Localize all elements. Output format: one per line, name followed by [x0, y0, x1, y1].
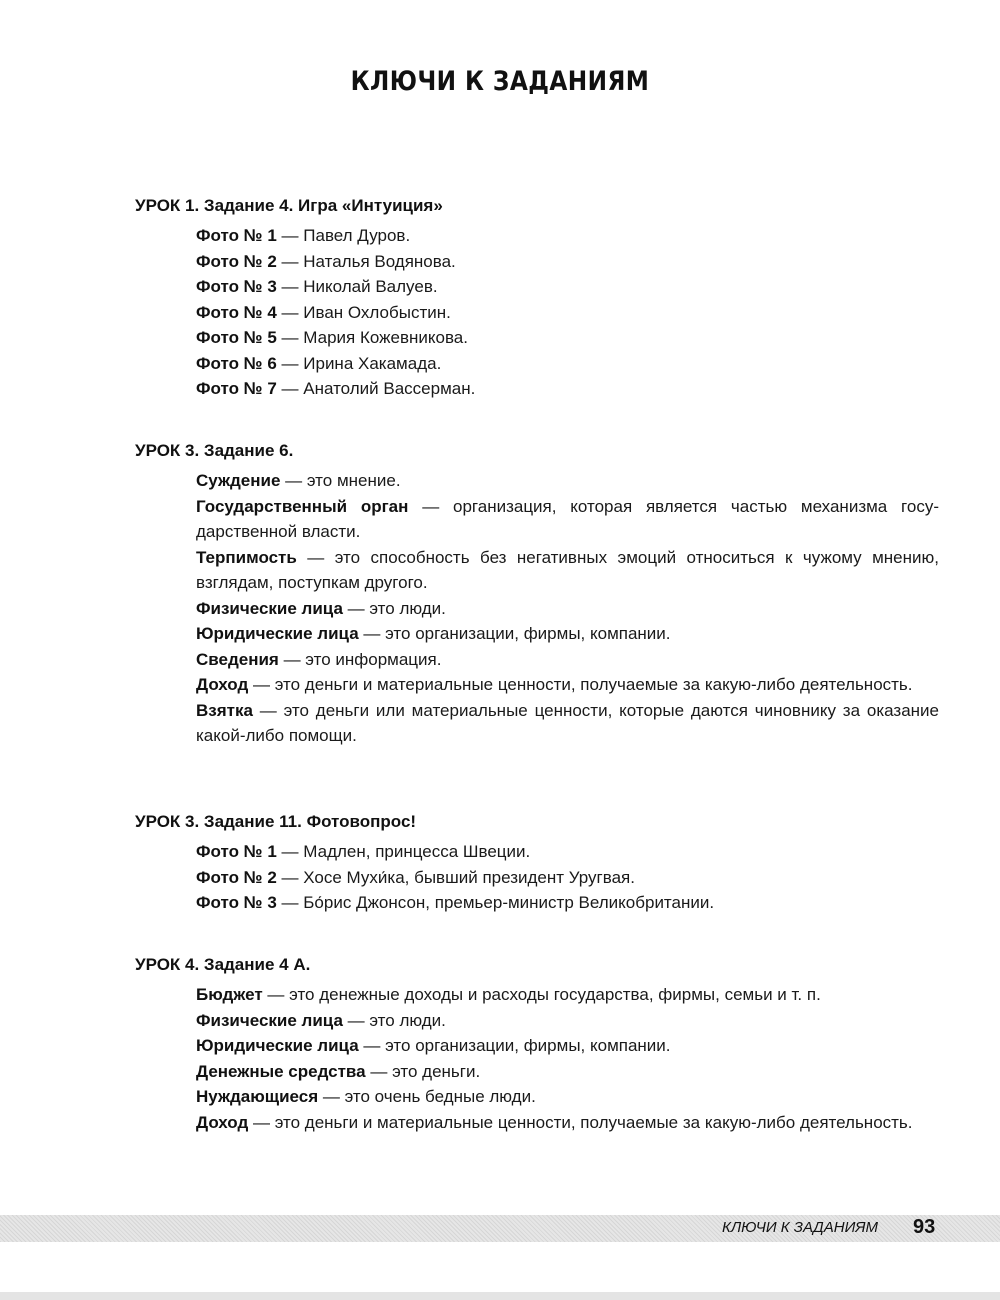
entry-text: это деньги и материальные ценности, получаемые за какую-либо деятельность.: [274, 1112, 913, 1132]
answer-entry: [196, 1008, 939, 1034]
entry-text: это очень бедные люди.: [344, 1087, 536, 1106]
entry-text: это деньги.: [392, 1061, 481, 1081]
entry-term: Фото № 5: [196, 328, 277, 347]
entry-separator: —: [276, 251, 304, 271]
entry-separator: —: [276, 867, 304, 887]
entry-separator: —: [276, 328, 304, 347]
answer-entry: [196, 325, 939, 351]
entry-separator: —: [276, 353, 304, 373]
entry-term: Юридические лица: [196, 1036, 359, 1055]
entry-text: Мария Кожевникова.: [303, 328, 468, 347]
entry-separator: —: [276, 379, 304, 398]
entry-term: Фото № 6: [196, 353, 277, 373]
entry-text: это люди.: [369, 598, 446, 618]
entry-term: Фото № 2: [196, 867, 277, 887]
answer-entry: [196, 890, 939, 916]
entry-term: Денежные средства: [196, 1061, 366, 1081]
entry-text: организация, которая является частью механизма государственной власти.: [196, 496, 940, 541]
section-lesson-1-task-4: [135, 193, 945, 402]
entry-term: Фото № 3: [196, 893, 277, 912]
entry-separator: —: [276, 842, 304, 861]
entry-text: это организации, фирмы, компании.: [385, 1036, 671, 1055]
entry-text: это деньги и материальные ценности, получаемые за какую-либо деятельность.: [274, 675, 913, 694]
entry-term: Доход: [196, 675, 249, 694]
entry-term: Фото № 7: [196, 379, 277, 398]
entry-term: Государственный орган: [196, 496, 409, 516]
section-lesson-3-task-11: [135, 809, 945, 916]
entry-separator: —: [248, 675, 275, 694]
entry-text: Наталья Водянова.: [303, 251, 456, 271]
answer-entry: [196, 1110, 939, 1136]
answer-entry: [196, 596, 939, 622]
answer-entry: [196, 1033, 939, 1059]
answer-entry: [196, 545, 939, 596]
entry-separator: —: [296, 547, 335, 567]
answer-entry: [196, 839, 939, 865]
entry-text: это денежные доходы и расходы государства, фирмы, семьи и т. п.: [289, 985, 821, 1004]
bottom-divider: [0, 1292, 1000, 1300]
answer-entry: [196, 249, 939, 275]
entry-term: Фото № 1: [196, 226, 277, 245]
entry-list: [135, 468, 945, 749]
section-heading: УРОК 3. Задание 11. Фотовопрос!: [135, 812, 417, 831]
answer-entry: [196, 647, 939, 673]
entry-separator: —: [358, 624, 386, 643]
section-lesson-3-task-6: [135, 438, 945, 749]
entry-separator: —: [276, 302, 304, 322]
entry-list: [135, 223, 945, 402]
entry-term: Доход: [196, 1112, 249, 1132]
entry-term: Сведения: [196, 649, 279, 669]
entry-separator: —: [318, 1087, 345, 1106]
entry-text: Бо́рис Джонсон, премьер-министр Великобритании.: [303, 893, 715, 912]
entry-text: это способность без негативных эмоций относиться к чужому мнению, взглядам, поступкам другого.: [196, 547, 939, 592]
entry-term: Фото № 4: [196, 302, 277, 322]
entry-separator: —: [280, 471, 307, 490]
entry-text: Павел Дуров.: [303, 226, 411, 245]
entry-separator: —: [342, 598, 370, 618]
entry-text: это мнение.: [306, 471, 401, 490]
answer-entry: [196, 223, 939, 249]
entry-separator: —: [252, 700, 284, 720]
entry-separator: —: [365, 1061, 393, 1081]
entry-text: это деньги или материальные ценности, которые даются чиновнику за оказание какой-либо помощи.: [196, 700, 939, 745]
entry-term: Физические лица: [196, 598, 343, 618]
page-number: 93: [913, 1216, 936, 1238]
answer-entry: [196, 1084, 939, 1110]
running-title: КЛЮЧИ К ЗАДАНИЯМ: [722, 1219, 879, 1236]
section-heading: УРОК 4. Задание 4 А.: [135, 955, 311, 974]
page-title: КЛЮЧИ К ЗАДАНИЯМ: [350, 66, 650, 97]
entry-text: Мадлен, принцесса Швеции.: [303, 842, 531, 861]
section-lesson-4-task-4a: [135, 952, 945, 1135]
entry-separator: —: [276, 893, 304, 912]
entry-separator: —: [262, 985, 290, 1004]
entry-separator: —: [342, 1010, 370, 1030]
entry-term: Суждение: [196, 471, 281, 490]
entry-text: это организации, фирмы, компании.: [385, 624, 671, 643]
section-heading: УРОК 1. Задание 4. Игра «Интуиция»: [135, 196, 443, 215]
answer-entry: [196, 982, 939, 1008]
answer-entry: [196, 351, 939, 377]
entry-separator: —: [278, 649, 306, 669]
answer-entry: [196, 865, 939, 891]
entry-text: Николай Валуев.: [303, 277, 438, 296]
answer-entry: [196, 621, 939, 647]
entry-separator: —: [408, 496, 453, 516]
entry-text: Хосе Мухи́ка, бывший президент Уругвая.: [303, 867, 635, 887]
entry-separator: —: [358, 1036, 386, 1055]
entry-text: Ирина Хакамада.: [303, 353, 442, 373]
answer-entry: [196, 274, 939, 300]
entry-separator: —: [248, 1112, 275, 1132]
answer-entry: [196, 468, 939, 494]
entry-term: Фото № 3: [196, 277, 277, 296]
entry-term: Юридические лица: [196, 624, 359, 643]
entry-text: Иван Охлобыстин.: [303, 302, 451, 322]
entry-list: [135, 982, 945, 1135]
answer-entry: [196, 494, 939, 545]
entry-term: Взятка: [196, 700, 253, 720]
entry-text: Анатолий Вассерман.: [303, 379, 476, 398]
entry-separator: —: [276, 277, 304, 296]
answer-entry: [196, 672, 939, 698]
answer-entry: [196, 376, 939, 402]
entry-term: Нуждающиеся: [196, 1087, 319, 1106]
answer-entry: [196, 300, 939, 326]
entry-term: Фото № 2: [196, 251, 277, 271]
entry-term: Фото № 1: [196, 842, 277, 861]
answer-entry: [196, 698, 939, 749]
entry-term: Бюджет: [196, 985, 263, 1004]
answer-entry: [196, 1059, 939, 1085]
entry-text: это информация.: [305, 649, 442, 669]
entry-text: это люди.: [369, 1010, 446, 1030]
entry-term: Терпимость: [196, 547, 297, 567]
entry-separator: —: [276, 226, 304, 245]
entry-list: [135, 839, 945, 916]
entry-term: Физические лица: [196, 1010, 343, 1030]
section-heading: УРОК 3. Задание 6.: [135, 441, 294, 460]
